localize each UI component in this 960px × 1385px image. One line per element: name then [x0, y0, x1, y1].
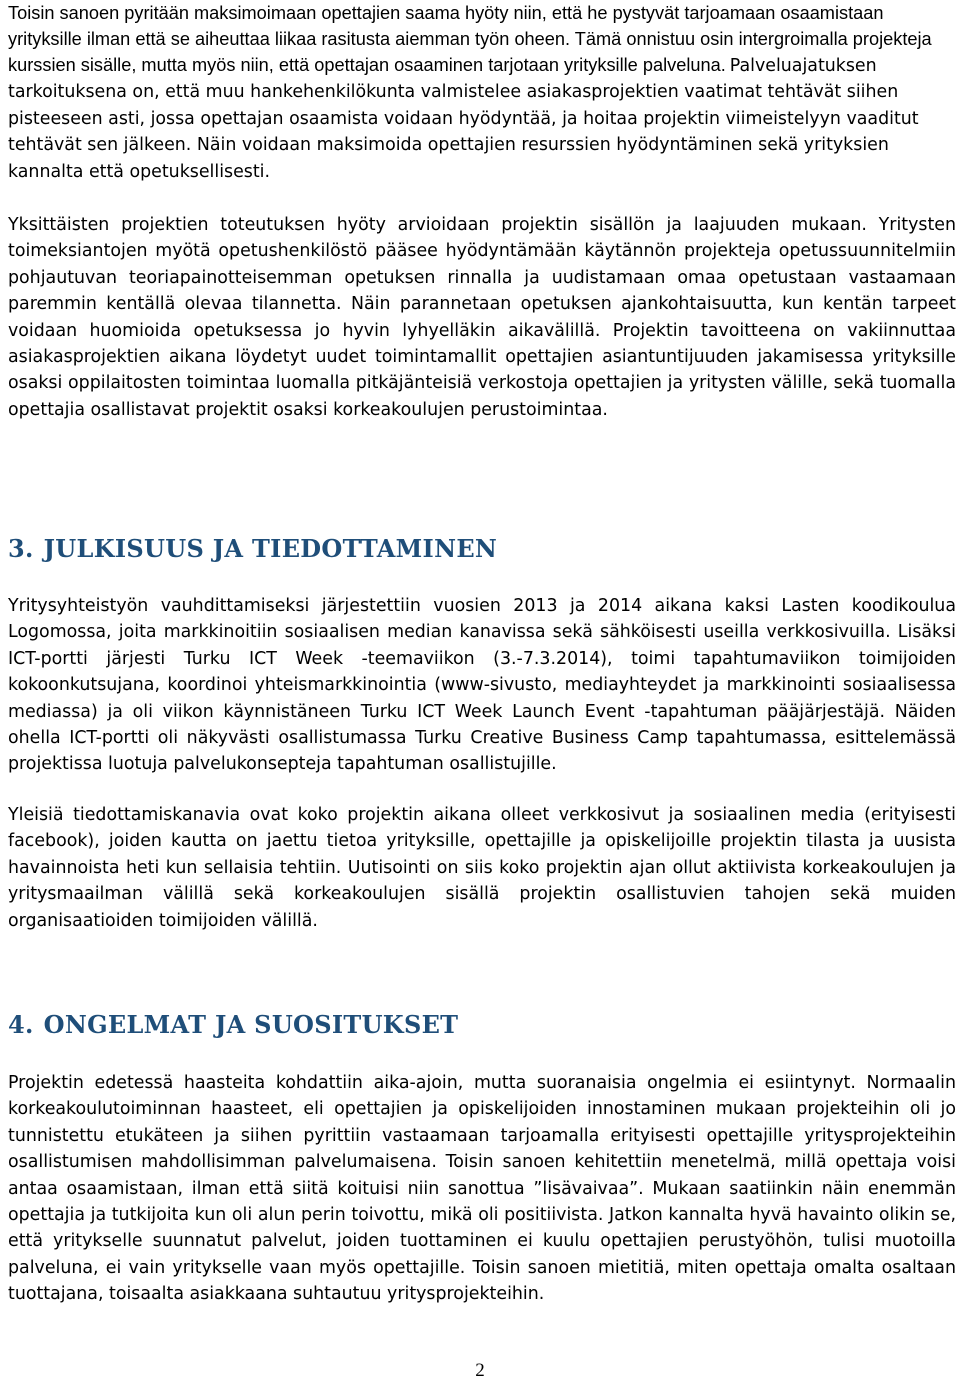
paragraph-text: Yritysyhteistyön vauhdittamiseksi järjestettiin vuosien 2013 ja 2014 aikana kaksi Lasten koodikoulua Logomossa, joita markkinoitiin sosiaalisen median kanavissa sekä sähköisesti useilla verkkosivuilla. Lisäksi ICT-portti järjesti Turku ICT Week -teemaviikon (3.-7.3.2014), toimi tapahtumaviikon toimijoiden kokoonkutsujana, koordinoi yhteismarkkinointia (www-sivusto, mediayhteydet ja markkinointi sosiaalisessa mediassa) ja oli viikon käynnistäneen Turku ICT Week Launch Event -tapahtuman pääjärjestäjä. Näiden ohella ICT-portti oli näkyvästi osallistumassa Turku Creative Business Camp tapahtumassa, esittelemässä projektissa luotuja palvelukonsepteja tapahtuman osallistujille.: [8, 596, 956, 775]
section-number: 3.: [8, 534, 34, 563]
section-4: [8, 1010, 956, 1040]
paragraph-project-benefit: [8, 212, 956, 423]
paragraph-publicity: [8, 593, 956, 778]
paragraph-text: Yksittäisten projektien toteutuksen hyöty arvioidaan projektin sisällön ja laajuuden mukaan. Yritysten toimeksiantojen myötä opetushenkilöstö pääsee hyödyntämään käytännön projekteja opetussuunnitelmiin pohjautuvan teoriapainotteisemman opetuksen rinnalla ja uudistamaan omaa opetustaan vastaamaan paremmin kentällä olevaa tilannetta. Näin parannetaan opetuksen ajankohtaisuutta, kun kentän tarpeet voidaan huomioida opetuksessa jo hyvin lyhyelläkin aikavälillä. Projektin tavoitteena on vakiinnuttaa asiakasprojektien aikana löydetyt uudet toimintamallit opettajien asiantuntijuuden jakamisessa yrityksille osaksi oppilaitosten toimintaa luomalla pitkäjänteisiä verkostoja opettajien ja yritysten välille, sekä tuomalla opettajia osallistavat projektit osaksi korkeakoulujen perustoimintaa.: [8, 215, 956, 420]
intro-first-lines: Toisin sanoen pyritään maksimoimaan opettajien saama hyöty niin, että he pystyvät tarjoamaan osaamistaan yrityksille ilman että se aiheuttaa liikaa rasitusta aiemman työn oheen. Tämä onnistuu osin intergroimalla projekteja kurssien sisälle, mutta myös niin, että opettajan osaaminen tarjotaan yrityksille palveluna.: [8, 3, 932, 75]
section-3: [8, 534, 956, 564]
paragraph-channels: [8, 802, 956, 934]
intro-rest: Palveluajatuksen tarkoituksena on, että muu hankehenkilökunta valmistelee asiakasprojektien vaatimat tehtävät siihen pisteeseen asti, jossa opettajan osaamista voidaan hyödyntää, ja hoitaa projektin viimeistelyyn vaaditut tehtävät sen jälkeen. Näin voidaan maksimoida opettajien resurssien hyödyntäminen sekä yrityksien kannalta että opetuksellisesti.: [8, 56, 919, 182]
paragraph-problems: [8, 1070, 956, 1308]
section-heading: [8, 534, 956, 564]
page-number: 2: [475, 1360, 485, 1381]
section-title: ONGELMAT JA SUOSITUKSET: [43, 1010, 459, 1039]
section-heading: [8, 1010, 956, 1040]
section-number: 4.: [8, 1010, 34, 1039]
paragraph-text: Yleisiä tiedottamiskanavia ovat koko projektin aikana olleet verkkosivut ja sosiaalinen media (erityisesti facebook), joiden kautta on jaettu tietoa yrityksille, opettajille ja opiskelijoille projektin tilasta ja uusista havainnoista heti kun sellaisia tehtiin. Uutisointi on siis koko projektin ajan ollut aktiivista korkeakoulujen ja yritysmaailman välillä sekä korkeakoulujen sisällä projektin osallistuvien tahojen sekä muiden organisaatioiden toimijoiden välillä.: [8, 805, 956, 931]
paragraph-text: Projektin edetessä haasteita kohdattiin aika-ajoin, mutta suoranaisia ongelmia ei esiintynyt. Normaalin korkeakoulutoiminnan haasteet, eli opettajien ja opiskelijoiden innostaminen mukaan projekteihin oli jo tunnistettu etukäteen ja siihen pyrittiin vastaamaan tarjoamalla erityisesti opettajille yritysprojekteihin osallistumisen mahdollisimman palvelumaisena. Toisin sanoen kehitettiin menetelmä, millä opettaja voisi antaa osaamistaan, ilman että siitä koituisi niin sanottua ”lisävaivaa”. Mukaan saatiinkin näin enemmän opettajia ja tutkijoita kun oli alun perin toivottu, mikä oli positiivista. Jatkon kannalta hyvä havainto olikin se, että yritykselle suunnatut palvelut, joiden tuottaminen ei kuulu opettajien perustyöhön, tulisi muotoilla palveluna, ei vain yritykselle vaan myös opettajille. Toisin sanoen mietitiä, miten opettaja omalta osaltaan tuottajana, toisaalta asiakkaana suhtautuu yritysprojekteihin.: [8, 1073, 956, 1305]
section-title: JULKISUUS JA TIEDOTTAMINEN: [43, 534, 498, 563]
intro-paragraph: [8, 0, 956, 185]
